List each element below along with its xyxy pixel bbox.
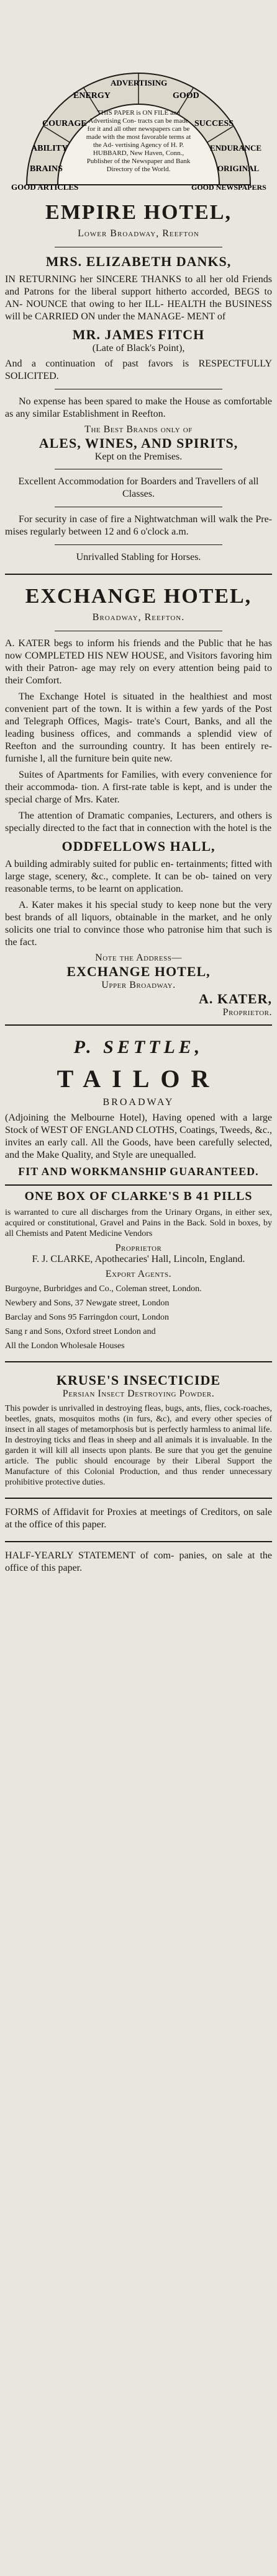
clarke-proprietor-label: Proprietor — [115, 1243, 162, 1253]
clarke-agent-2: Barclay and Sons 95 Farringdon court, London — [5, 1313, 170, 1322]
arc-word-original: ORIGINAL — [217, 164, 260, 173]
forms-statement: HALF-YEARLY STATEMENT of com- panies, on sale at the office of this paper. — [5, 1550, 272, 1573]
newspaper-column — [5, 0, 272, 1591]
exchange-owner-title: Proprietor. — [222, 1007, 272, 1018]
empire-hotel-ad — [5, 191, 272, 575]
arc-word-good-newspapers: GOOD NEWSPAPERS — [191, 183, 266, 191]
arc-word-ability: ABILITY — [31, 144, 68, 153]
arc-word-brains: BRAINS — [30, 164, 63, 174]
exchange-address-street: Upper Broadway. — [101, 980, 176, 990]
clarke-title: ONE BOX OF CLARKE'S B 41 PILLS — [24, 1189, 253, 1203]
oddfellows-hall: ODDFELLOWS HALL, — [61, 838, 216, 854]
exchange-hotel-ad — [5, 575, 272, 1026]
clarke-agent-4: All the London Wholesale Houses — [5, 1341, 125, 1351]
arc-word-energy: ENERGY — [73, 91, 111, 100]
exchange-owner: A. KATER, — [199, 991, 272, 1006]
exchange-intro: A. KATER begs to inform his friends and the Public that he has now COMPLETED HIS NEW HOUSE, and Visitors favoring him with their Patron- age may rely on every attention being paid to their Comfort. — [5, 638, 272, 686]
exchange-hotel-location: Broadway, Reefton. — [92, 612, 185, 623]
tailor-heading: TAILOR — [57, 1065, 220, 1093]
exchange-hall-description: A building admirably suited for public en- tertainments; fitted with large stage, scenery, &c., complete. It can be ob- tained on very reasonable terms, to be learnt on application. — [5, 859, 272, 894]
empire-brands-intro: The Best Brands only of — [84, 424, 193, 435]
exchange-note-address: Note the Address— — [95, 953, 182, 963]
clarke-proprietor: F. J. CLARKE, Apothecaries' Hall, Lincoln, England. — [32, 1254, 245, 1264]
empire-hotel-location: Lower Broadway, Reefton — [78, 228, 199, 239]
tailor-body: (Adjoining the Melbourne Hotel), Having opened with a large Stock of WEST OF ENGLAND CLOTHS, Coatings, Tweeds, &c., invites an early call. All the Goods, have been carefully selected, and the Make Quality, and Style are unequalled. — [5, 1113, 272, 1160]
empire-manager: MR. JAMES FITCH — [72, 327, 205, 342]
clarke-agent-0: Burgoyne, Burbridges and Co., Coleman street, London. — [5, 1284, 202, 1294]
empire-security: For security in case of fire a Nightwatchman will walk the Pre- mises regularly between 12 and 6 o'clock a.m. — [5, 514, 272, 537]
empire-brands-note: Kept on the Premises. — [94, 451, 183, 462]
forms-affidavit: FORMS of Affidavit for Proxies at meetings of Creditors, on sale at the office of this paper. — [5, 1507, 272, 1530]
empire-announcement: IN RETURNING her SINCERE THANKS to all her old Friends and Patrons for the liberal support hitherto accorded, BEGS to AN- NOUNCE that owing to her ILL- HEALTH the BUSINESS will be CARRIED ON under the MANAGE- MENT of — [5, 274, 272, 322]
kruse-subtitle: Persian Insect Destroying Powder. — [62, 1388, 215, 1399]
tailor-street: BROADWAY — [102, 1097, 175, 1108]
empire-continuance: And a continuation of past favors is RESPECTFULLY SOLICITED. — [5, 358, 272, 381]
exchange-liquor-note: A. Kater makes it his special study to keep none but the very best brands of all liquors, obtainable in the market, and he only solicits one trial to convince those who patronise him that such is the fact. — [5, 900, 272, 948]
exchange-address-title: EXCHANGE HOTEL, — [66, 964, 211, 979]
arc-word-good-articles: GOOD ARTICLES — [11, 182, 79, 191]
tailor-ad — [5, 1026, 272, 1186]
arc-word-courage: COURAGE — [42, 119, 87, 128]
advertising-badge — [5, 5, 272, 191]
empire-hotel-title: EMPIRE HOTEL, — [45, 201, 232, 224]
empire-manager-note: (Late of Black's Point), — [92, 343, 185, 353]
tailor-name: P. SETTLE, — [73, 1037, 204, 1057]
arc-word-endurance: ENDURANCE — [210, 143, 262, 153]
kruse-title: KRUSE'S INSECTICIDE — [56, 1372, 221, 1388]
arc-word-advertising: ADVERTISING — [111, 78, 168, 87]
arc-word-success: SUCCESS — [194, 119, 234, 128]
empire-brands: ALES, WINES, AND SPIRITS, — [39, 435, 238, 451]
arc-word-good: GOOD — [173, 91, 199, 100]
exchange-location-description: The Exchange Hotel is situated in the healthiest and most convenient part of the town. It is within a few yards of the Post and Telegraph Offices, Magis- trate's Court, Banks, and all the leading business offices, and commands a splendid view of Reefton and the surrounding country. It has been entirely re-furnishe l, all the furniture bein quite new. — [5, 691, 272, 764]
empire-stabling: Unrivalled Stabling for Horses. — [76, 552, 201, 562]
clarke-pills-ad — [5, 1186, 272, 1362]
clarke-body: is warranted to cure all discharges from the Urinary Organs, in either sex, acquired or constitutional, Gravel and Pains in the Back. Sold in boxes, by all Chemists and Patent Medicine Vendors — [5, 1208, 272, 1238]
forms-affidavit-ad — [5, 1499, 272, 1542]
forms-statement-ad — [5, 1542, 272, 1584]
empire-expense: No expense has been spared to make the House as comfortable as any similar Establishment in Reefton. — [5, 396, 272, 419]
exchange-suites: Suites of Apartments for Families, with every convenience for their accommoda- tion. A first-rate table is kept, and is under the special charge of Mrs. Kater. — [5, 770, 272, 805]
empire-owner: MRS. ELIZABETH DANKS, — [45, 254, 232, 269]
exchange-hotel-title: EXCHANGE HOTEL, — [25, 585, 252, 608]
badge-center-text: THIS PAPER is ON FILE and Advertising Con- tracts can be made for it and all other newspapers can be made with the most favorable terms at the Ad- vertising Agency of H. P. HUBBARD, New Haven, Conn., Publisher of the Newspaper and Bank Directory of the World. — [86, 109, 191, 173]
tailor-guarantee: FIT AND WORKMANSHIP GUARANTEED. — [18, 1165, 259, 1178]
clarke-agent-3: Sang r and Sons, Oxford street London and — [5, 1327, 156, 1336]
clarke-agent-1: Newbery and Sons, 37 Newgate street, London — [5, 1299, 170, 1308]
clarke-agents-label: Export Agents. — [105, 1269, 172, 1279]
empire-accommodation: Excellent Accommodation for Boarders and Travellers of all Classes. — [18, 476, 259, 499]
kruse-ad — [5, 1362, 272, 1499]
exchange-dramatic: The attention of Dramatic companies, Lecturers, and others is specially directed to the fact that in connection with the hotel is the — [5, 811, 272, 833]
kruse-body: This powder is unrivalled in destroying fleas, bugs, ants, flies, cock-roaches, beetles, gnats, mosquitos moths (in furs, &c), and every other species of insect in all stages of metamorphosis but is perfectly harmless to animal life. In destroying ticks and fleas in sheep and all animals it is invaluable. In the garden it will kill all insects upon plants. Be sure that you get the genuine article. The public should encourage by their Liberal Support the Manufacture of this Colonial Production, and thus render unnecessary prohibitive protective duties. — [5, 1404, 272, 1487]
